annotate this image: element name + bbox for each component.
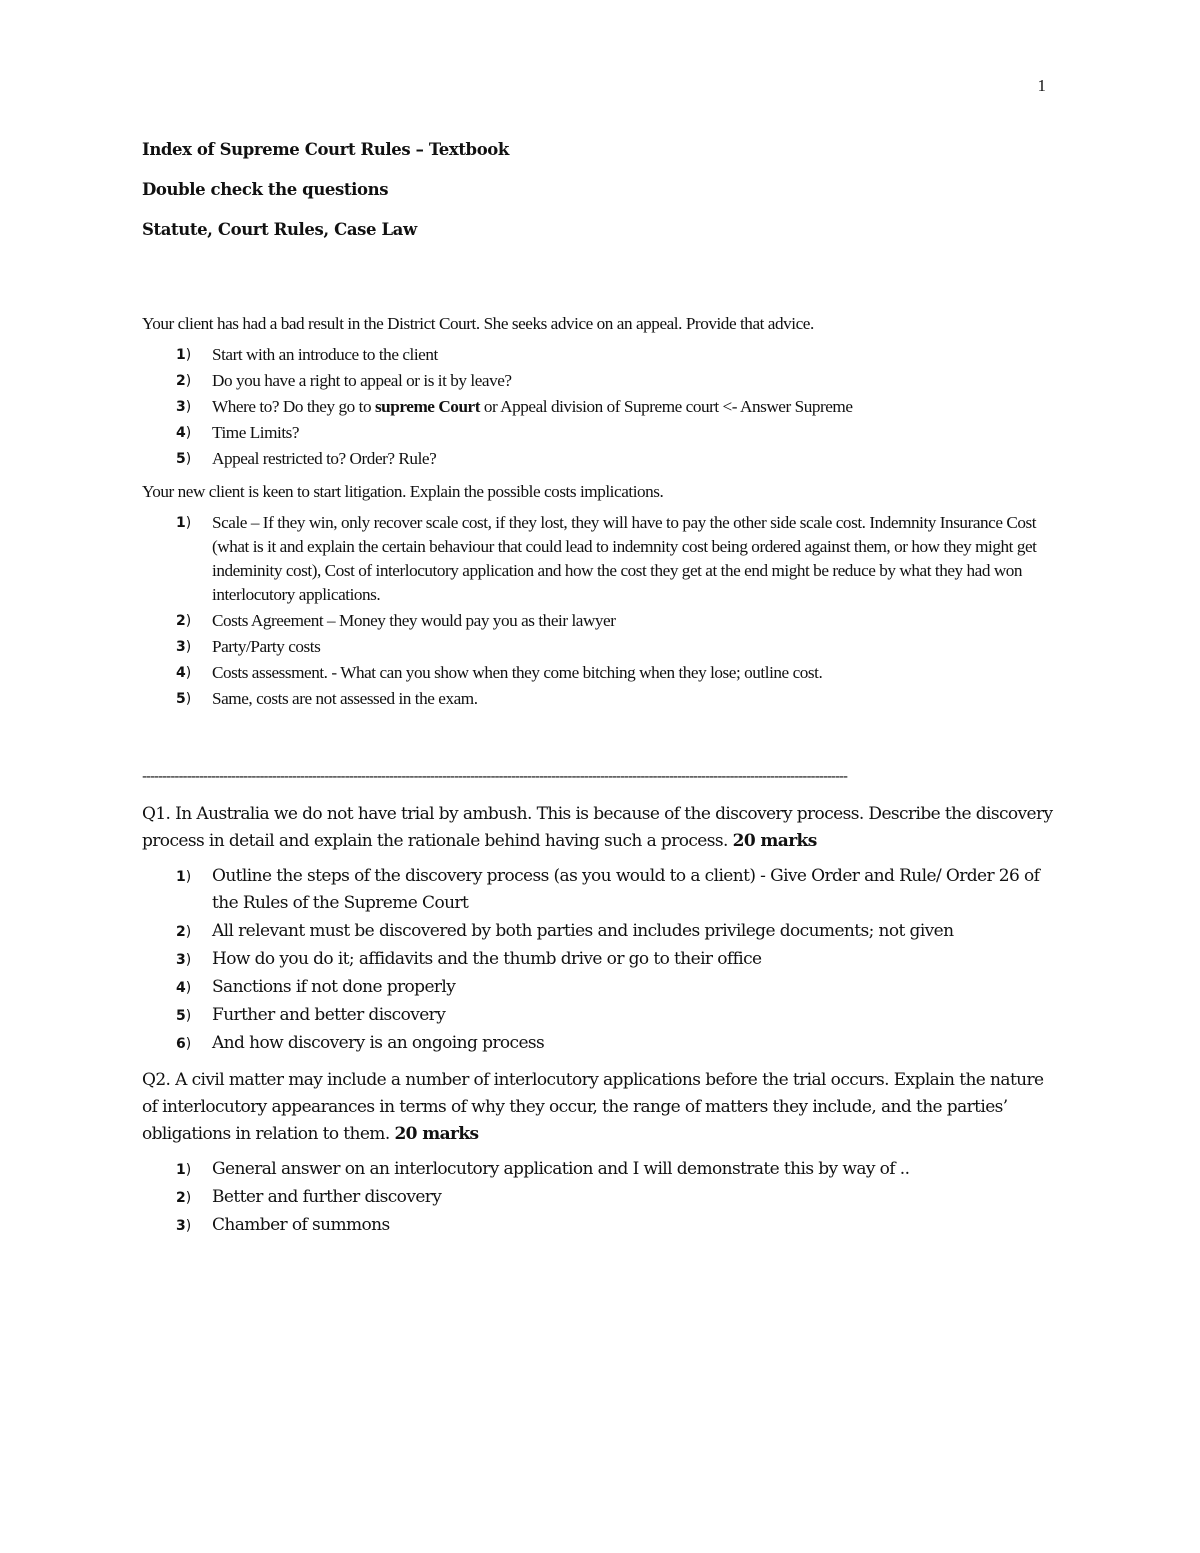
- list-item: 4) Sanctions if not done properly: [176, 977, 456, 997]
- list-item: 3) Where to? Do they go to supreme Court or Appeal division of Supreme court <- Answer Supreme: [176, 397, 853, 416]
- q1-marks: 20 marks: [732, 831, 817, 851]
- q2-question: Q2. A civil matter may include a number of interlocutory applications before the trial occurs. Explain the nature of interlocutory appearances in terms of why they occur, the range of matters they include, and the parties’ obligations in relation to them. 20 marks: [142, 1070, 1044, 1144]
- list-item: 2) Better and further discovery: [176, 1187, 442, 1207]
- q2-answer-list: [142, 1156, 1060, 1239]
- list-item: 5) Appeal restricted to? Order? Rule?: [176, 449, 437, 468]
- q2-marks: 20 marks: [394, 1124, 479, 1144]
- list-item: 2) Do you have a right to appeal or is it by leave?: [176, 371, 512, 390]
- bold-supreme-court: supreme Court: [374, 397, 481, 416]
- list-item: 3) How do you do it; affidavits and the thumb drive or go to their office: [176, 949, 762, 969]
- list-item: 4) Time Limits?: [176, 423, 300, 442]
- list-item: 1) General answer on an interlocutory application and I will demonstrate this by way of ..: [176, 1159, 910, 1179]
- appeal-question: Your client has had a bad result in the District Court. She seeks advice on an appeal. Provide that advice.: [142, 314, 814, 333]
- document-body: [142, 140, 1060, 1249]
- appeal-answer-list: [142, 343, 1060, 471]
- list-item: 5) Same, costs are not assessed in the exam.: [176, 689, 478, 708]
- list-item: 2) Costs Agreement – Money they would pay you as their lawyer: [176, 611, 616, 630]
- list-item: 3) Party/Party costs: [176, 637, 321, 656]
- list-item: 6) And how discovery is an ongoing process: [176, 1033, 545, 1053]
- list-item: 1) Outline the steps of the discovery process (as you would to a client) - Give Order and Rule/ Order 26 of the Rules of the Supreme Court: [176, 866, 1040, 913]
- heading-sources: Statute, Court Rules, Case Law: [142, 220, 417, 239]
- list-item: 3) Chamber of summons: [176, 1215, 390, 1235]
- list-item: 4) Costs assessment. - What can you show when they come bitching when they lose; outline cost.: [176, 663, 823, 682]
- heading-double-check: Double check the questions: [142, 180, 389, 199]
- q1-question: Q1. In Australia we do not have trial by ambush. This is because of the discovery process. Describe the discovery process in detail and explain the rationale behind having such a process. 20 marks: [142, 804, 1053, 851]
- costs-answer-list: [142, 511, 1060, 711]
- list-item: 5) Further and better discovery: [176, 1005, 446, 1025]
- dashed-divider: ------------------------------------------------------------------------------------------------------------------------------------------------------------------------------: [142, 769, 848, 785]
- heading-index: Index of Supreme Court Rules – Textbook: [142, 140, 509, 159]
- costs-question: Your new client is keen to start litigation. Explain the possible costs implications.: [142, 482, 664, 501]
- q1-answer-list: [142, 863, 1060, 1057]
- list-item: 1) Start with an introduce to the client: [176, 345, 438, 364]
- list-item: 1) Scale – If they win, only recover scale cost, if they lost, they will have to pay the other side scale cost. Indemnity Insurance Cost (what is it and explain the certain behaviour that could lead to indemnity cost being ordered against them, or how they might get indeminity cost), Cost of interlocutory application and how the cost they get at the end might be reduce by what they had won interlocutory applications.: [176, 513, 1037, 604]
- list-item: 2) All relevant must be discovered by both parties and includes privilege documents; not given: [176, 921, 954, 941]
- page-number: 1: [1037, 76, 1046, 95]
